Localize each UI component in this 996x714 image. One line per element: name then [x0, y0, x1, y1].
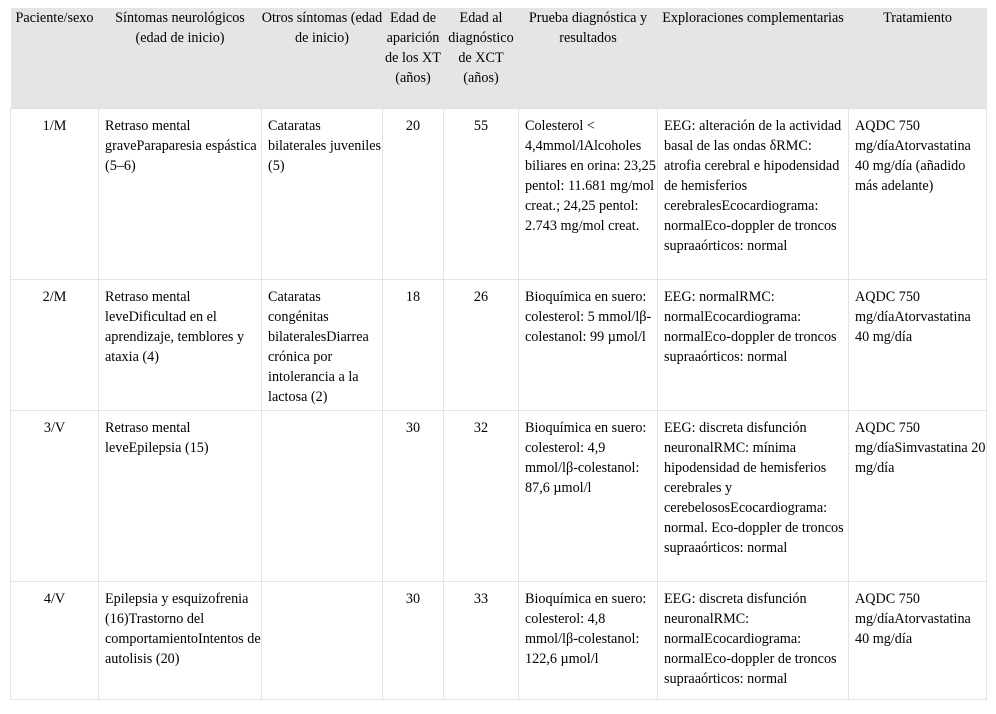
header-otros-sintomas: Otros síntomas (edad de inicio)	[262, 8, 383, 108]
cell-edad-xt: 20	[383, 108, 444, 279]
cell-edad-diagnostico: 55	[444, 108, 519, 279]
cell-paciente: 1/M	[11, 108, 99, 279]
cell-edad-xt: 30	[383, 410, 444, 581]
cell-paciente: 3/V	[11, 410, 99, 581]
table-row	[11, 410, 987, 581]
header-tratamiento: Tratamiento	[849, 8, 987, 108]
cell-tratamiento: AQDC 750 mg/díaSimvastatina 20 mg/día	[849, 410, 987, 581]
table-row	[11, 581, 987, 699]
header-edad-xt: Edad de aparición de los XT (años)	[383, 8, 444, 108]
table-row	[11, 279, 987, 410]
cell-prueba-diagnostica: Bioquímica en suero: colesterol: 4,8 mmol/lβ-colestanol: 122,6 µmol/l	[519, 581, 658, 699]
cell-tratamiento: AQDC 750 mg/díaAtorvastatina 40 mg/día	[849, 581, 987, 699]
cell-sintomas-neurologicos: Epilepsia y esquizofrenia (16)Trastorno del comportamientoIntentos de autolisis (20)	[99, 581, 262, 699]
cell-tratamiento: AQDC 750 mg/díaAtorvastatina 40 mg/día	[849, 279, 987, 410]
header-edad-diagnostico: Edad al diagnóstico de XCT (años)	[444, 8, 519, 108]
cell-sintomas-neurologicos: Retraso mental graveParaparesia espástica (5–6)	[99, 108, 262, 279]
cell-otros-sintomas: Cataratas bilaterales juveniles (5)	[262, 108, 383, 279]
header-sintomas-neurologicos: Síntomas neurológicos (edad de inicio)	[99, 8, 262, 108]
cell-otros-sintomas	[262, 410, 383, 581]
header-paciente: Paciente/sexo	[11, 8, 99, 108]
cell-tratamiento: AQDC 750 mg/díaAtorvastatina 40 mg/día (añadido más adelante)	[849, 108, 987, 279]
cell-otros-sintomas: Cataratas congénitas bilateralesDiarrea crónica por intolerancia a la lactosa (2)	[262, 279, 383, 410]
table-row	[11, 108, 987, 279]
cell-edad-diagnostico: 33	[444, 581, 519, 699]
cell-paciente: 4/V	[11, 581, 99, 699]
cell-edad-xt: 18	[383, 279, 444, 410]
header-prueba-diagnostica: Prueba diagnóstica y resultados	[519, 8, 658, 108]
cell-exploraciones: EEG: discreta disfunción neuronalRMC: normalEcocardiograma: normalEco-doppler de troncos supraaórticos: normal	[658, 581, 849, 699]
cell-edad-diagnostico: 32	[444, 410, 519, 581]
cell-exploraciones: EEG: discreta disfunción neuronalRMC: mínima hipodensidad de hemisferios cerebrales y cerebelososEcocardiograma: normal. Eco-doppler de troncos supraaórticos: normal	[658, 410, 849, 581]
cell-sintomas-neurologicos: Retraso mental leveEpilepsia (15)	[99, 410, 262, 581]
header-row	[11, 8, 987, 108]
cell-paciente: 2/M	[11, 279, 99, 410]
cell-prueba-diagnostica: Colesterol < 4,4mmol/lAlcoholes biliares en orina: 23,25 pentol: 11.681 mg/mol creat.; 24,25 pentol: 2.743 mg/mol creat.	[519, 108, 658, 279]
cell-edad-xt: 30	[383, 581, 444, 699]
cell-prueba-diagnostica: Bioquímica en suero: colesterol: 5 mmol/lβ-colestanol: 99 µmol/l	[519, 279, 658, 410]
cell-exploraciones: EEG: alteración de la actividad basal de las ondas δRMC: atrofia cerebral e hipodensidad de hemisferios cerebralesEcocardiograma: normalEco-doppler de troncos supraaórticos: normal	[658, 108, 849, 279]
cell-sintomas-neurologicos: Retraso mental leveDificultad en el aprendizaje, temblores y ataxia (4)	[99, 279, 262, 410]
cell-otros-sintomas	[262, 581, 383, 699]
cell-exploraciones: EEG: normalRMC: normalEcocardiograma: normalEco-doppler de troncos supraaórticos: normal	[658, 279, 849, 410]
cell-edad-diagnostico: 26	[444, 279, 519, 410]
clinical-table	[10, 8, 987, 700]
header-exploraciones: Exploraciones complementarias	[658, 8, 849, 108]
cell-prueba-diagnostica: Bioquímica en suero: colesterol: 4,9 mmol/lβ-colestanol: 87,6 µmol/l	[519, 410, 658, 581]
